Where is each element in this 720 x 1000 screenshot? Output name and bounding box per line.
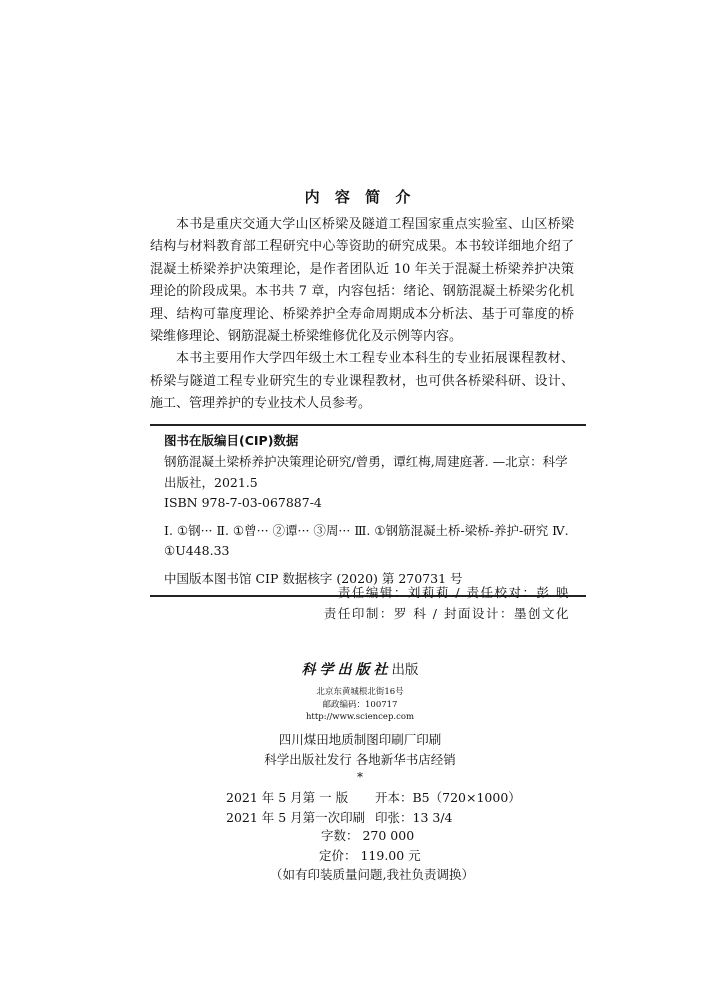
publisher-line bbox=[0, 658, 720, 679]
cip-record-number: 中国版本图书馆 CIP 数据核字 (2020) 第 270731 号 bbox=[164, 570, 463, 586]
printing-house: 四川煤田地质制图印刷厂印刷 bbox=[278, 732, 442, 747]
edition-date: 2021 年 5 月第 一 版 bbox=[226, 790, 349, 805]
credit-line-editors: 责任编辑：刘莉莉 / 责任校对：彭 映 bbox=[337, 585, 570, 600]
cip-classification: Ⅰ. ①钢··· Ⅱ. ①曾··· ②谭··· ③周··· Ⅲ. ①钢筋混凝土桥-梁桥-养护-研究 Ⅳ. ①U448.33 bbox=[164, 522, 569, 558]
publisher-address: 北京东黄城根北街16号 bbox=[316, 687, 404, 697]
cip-title-line: 钢筋混凝土梁桥养护决策理论研究/曾勇，谭红梅,周建庭著. —北京：科学出版社，2021.5 bbox=[164, 454, 568, 490]
publisher-name: 科学出版社 bbox=[301, 662, 392, 678]
cip-data-block bbox=[150, 424, 586, 597]
edition-specs bbox=[226, 788, 526, 827]
cip-spacer bbox=[150, 514, 586, 521]
printing-date: 2021 年 5 月第一次印刷 bbox=[226, 809, 366, 825]
separator-mark: * bbox=[357, 770, 363, 784]
book-price: 定价： 119.00 元 bbox=[319, 847, 421, 863]
credit-line-production: 责任印制：罗 科 / 封面设计：墨创文化 bbox=[323, 606, 570, 621]
book-format: 开本：B5（720×1000） bbox=[375, 790, 521, 805]
page-title: 内 容 简 介 bbox=[304, 188, 416, 206]
publisher-url: http://www.sciencep.com bbox=[305, 712, 415, 722]
distribution-info: 科学出版社发行 各地新华书店经销 bbox=[264, 752, 456, 767]
quality-notice: （如有印装质量问题,我社负责调换） bbox=[270, 867, 474, 882]
editorial-credits bbox=[150, 582, 570, 624]
specs-row-printing bbox=[226, 808, 526, 828]
summary-paragraph-1: 本书是重庆交通大学山区桥梁及隧道工程国家重点实验室、山区桥梁结构与材料教育部工程研究中心等资助的研究成果。本书较详细地介绍了混凝土桥梁养护决策理论，是作者团队近 10 年关于混凝土桥梁养护决策理论的阶段成果。本书共 7 章，内容包括：绪论、钢筋混凝土桥梁劣化机理、结构可靠度理论、桥梁养护全寿命周期成本分析法、基于可靠度的桥梁维修理论、钢筋混凝土桥梁维修优化及示例等内容。 bbox=[150, 217, 574, 345]
word-count: 字数： 270 000 bbox=[321, 828, 415, 843]
cip-spacer bbox=[150, 562, 586, 569]
printed-sheets: 印张：13 3/4 bbox=[375, 809, 453, 825]
specs-row-edition bbox=[226, 788, 526, 808]
publisher-postcode: 邮政编码：100717 bbox=[322, 699, 398, 710]
cip-isbn: ISBN 978-7-03-067887-4 bbox=[164, 495, 322, 510]
printer-info bbox=[0, 730, 720, 770]
publisher-suffix: 出版 bbox=[391, 662, 419, 678]
cip-heading: 图书在版编目(CIP)数据 bbox=[164, 433, 299, 448]
price-block bbox=[0, 826, 720, 885]
publisher-contact bbox=[0, 686, 720, 724]
summary-paragraph-2: 本书主要用作大学四年级土木工程专业本科生的专业拓展课程教材、桥梁与隧道工程专业研究生的专业课程教材，也可供各桥梁科研、设计、施工、管理养护的专业技术人员参考。 bbox=[150, 351, 574, 412]
book-summary bbox=[150, 214, 574, 416]
